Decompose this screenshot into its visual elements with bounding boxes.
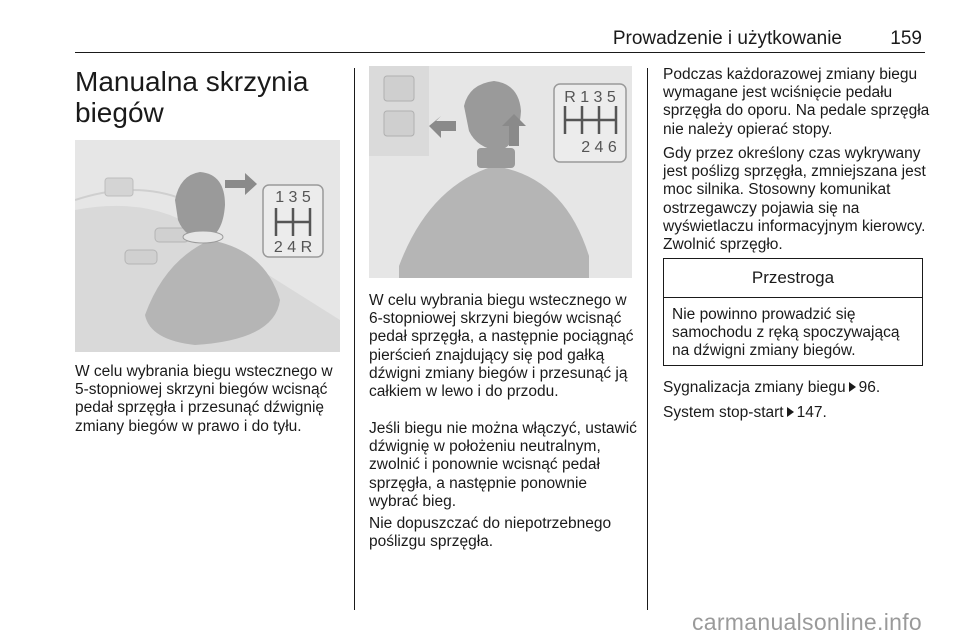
page-reference-arrow-icon [787,407,794,417]
gate-bottom-labels: 2 4 6 [581,139,617,156]
xref-page[interactable]: 147. [796,404,827,421]
col1-paragraph-1: W celu wybrania biegu wstecznego w 5-stopniowej skrzyni biegów wcisnąć pedał sprzęgła i przesunąć dźwignię zmiany biegów w prawo i do tyłu. [75,363,333,435]
xref-label: System stop-start [663,404,784,421]
col3-paragraph-1: Podczas każdorazowej zmiany biegu wymagane jest wciśnięcie pedału sprzęgła do oporu. Na pedale sprzęgła nie należy opierać stopy. [663,66,930,138]
five-speed-gearshift-illustration [75,140,340,352]
cross-reference-stop-start [663,404,827,422]
col3-paragraph-2: Gdy przez określony czas wykrywany jest poślizg sprzęgła, zmniejszana jest moc silnika. Stosowny komunikat ostrzegawczy pojawia się na wyświetlaczu informacyjnym kierowcy. Zwolnić sprzęgło. [663,145,926,254]
running-header-title: Prowadzenie i użytkowanie [612,28,842,49]
col2-paragraph-2: Jeśli biegu nie można włączyć, ustawić dźwignię w położeniu neutralnym, zwolnić i ponownie wcisnąć pedał sprzęgła, a następnie ponownie wybrać bieg. [369,420,637,510]
xref-label: Sygnalizacja zmiany biegu [663,379,846,396]
watermark: carmanualsonline.info [691,609,922,635]
caution-title: Przestroga [664,259,922,298]
column-divider-2 [647,68,648,610]
caution-box [663,258,923,366]
header-divider [75,52,925,53]
col2-paragraph-1: W celu wybrania biegu wstecznego w 6-stopniowej skrzyni biegów wcisnąć pedał sprzęgła, a następnie pociągnąć pierścień znajdujący się pod gałką dźwigni zmiany biegów i przesunąć ją całkiem w lewo i do przodu. [369,292,634,401]
gate-top-labels: 1 3 5 [275,189,311,206]
caution-text: Nie powinno prowadzić się samochodu z ręką spoczywającą na dźwigni zmiany biegów. [672,306,900,360]
cross-reference-shift-indicator [663,379,880,397]
xref-page[interactable]: 96. [858,379,881,396]
col2-paragraph-3: Nie dopuszczać do niepotrzebnego poślizgu sprzęgła. [369,515,612,551]
section-title: Manualna skrzynia biegów [75,66,309,128]
page-reference-arrow-icon [849,382,856,392]
six-speed-gearshift-illustration [369,66,632,278]
page-number: 159 [890,28,922,49]
gate-bottom-labels: 2 4 R [273,239,313,256]
gate-top-labels: R 1 3 5 [564,89,616,106]
column-divider-1 [354,68,355,610]
